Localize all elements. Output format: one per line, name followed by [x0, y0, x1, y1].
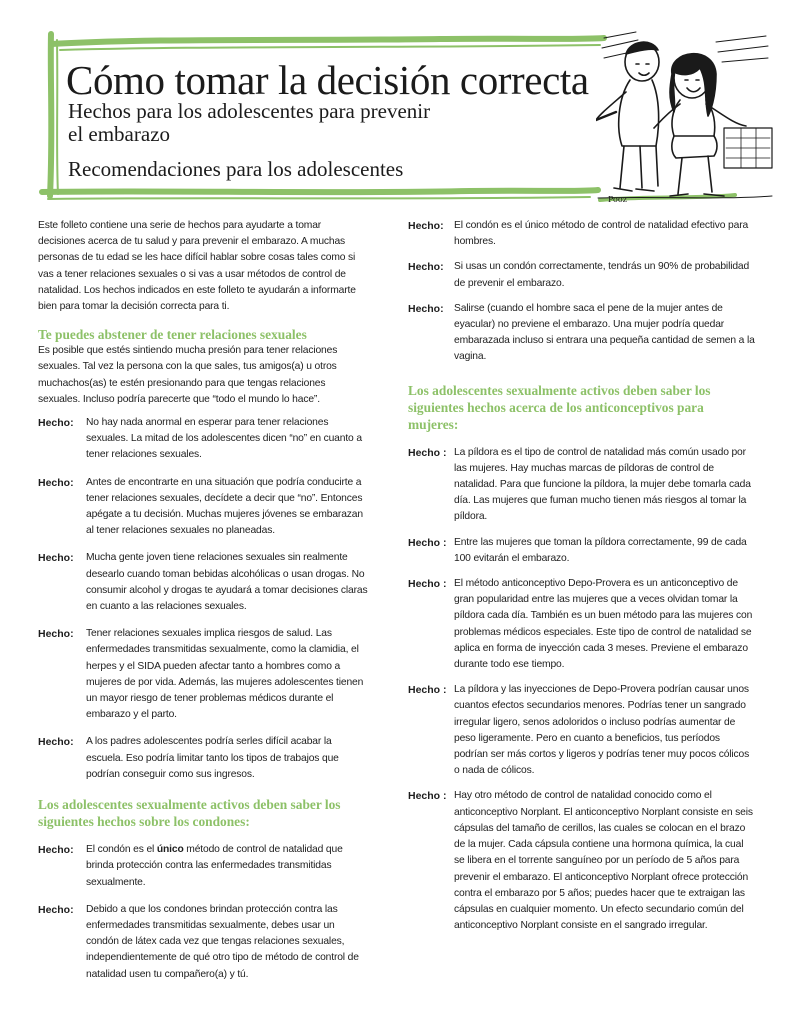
page-subtitle-recommendations: Recomendaciones para los adolescentes: [68, 157, 404, 181]
page-title: Cómo tomar la decisión correcta: [66, 57, 589, 103]
fact-text: El condón es el único método de control de natalidad que brinda protección contra las enfermedades transmitidas sexualmente.: [86, 844, 343, 888]
fact-text: Si usas un condón correctamente, tendrás un 90% de probabilidad de prevenir el embarazo.: [454, 261, 750, 289]
illustration-signature: Pooz: [608, 195, 627, 204]
fact-text: Entre las mujeres que toman la píldora correctamente, 99 de cada 100 evitarán el embarazo.: [454, 536, 747, 564]
women-heading: Los adolescentes sexualmente activos deben saber los siguientes hechos acerca de los anticonceptivos para mujeres:: [408, 382, 711, 432]
fact-text: Antes de encontrarte en una situación que podría conducirte a tener relaciones sexuales, decídete a decir que “no”. Entonces apégate a tu decisión. Muchas mujeres jóvenes se embarazan al tener relaciones sexuales no planeadas.: [86, 476, 363, 537]
fact-item: [38, 734, 368, 783]
fact-item: [38, 626, 368, 723]
fact-item: [408, 445, 756, 526]
fact-label: Hecho:: [38, 903, 74, 916]
right-column: [408, 218, 756, 934]
abstain-paragraph: Es posible que estés sintiendo mucha presión para tener relaciones sexuales. Tal vez la persona con la que sales, tus amigos(a) u otros muchachos(as) te estén presionando para que tengas relaciones sexuales. Incluso podría parecerte que “todo el mundo lo hace”.: [38, 345, 338, 405]
fact-text: A los padres adolescentes podría serles difícil acabar la escuela. Eso podría limitar tanto los tipos de trabajos que podrían conseguir como sus ingresos.: [86, 736, 339, 780]
fact-label: Hecho :: [408, 446, 447, 459]
left-column: [38, 218, 368, 983]
fact-label: Hecho:: [38, 844, 74, 857]
intro-paragraph: Este folleto contiene una serie de hechos para ayudarte a tomar decisiones acerca de tu salud y para prevenir el embarazo. A muchas personas de tu edad se les hace difícil hablar sobre cosas tales como si vas a tener relaciones sexuales o si vas a usar métodos de control de natalidad. Los hechos indicados en este folleto te ayudarán a informarte bien para tomar la decisión correcta para ti.: [38, 220, 356, 313]
fact-text: No hay nada anormal en esperar para tener relaciones sexuales. La mitad de los adolescentes dicen “no” en cuanto a tener relaciones sexuales.: [86, 417, 362, 461]
page-subtitle: Hechos para los adolescentes para prevenir el embarazo: [68, 99, 431, 146]
fact-item: [38, 902, 368, 983]
fact-label: Hecho :: [408, 578, 447, 591]
fact-label: Hecho:: [38, 552, 74, 565]
fact-item: [408, 576, 756, 673]
emphasis-unico: único: [156, 844, 184, 856]
fact-text: La píldora y las inyecciones de Depo-Provera podrían causar unos cuantos efectos secundarios menores. Podrías tener un sangrado irregular ligero, senos adoloridos o incluso podrías aumentar de peso ligeramente. Pero en cuanto a beneficios, tus períodos podrían ser más cortos y ligeros y podrías tener muy pocos cólicos o nada de cólicos.: [454, 684, 750, 777]
fact-item: [408, 259, 756, 291]
fact-label: Hecho:: [408, 220, 444, 232]
fact-item: [408, 301, 756, 366]
fact-label: Hecho:: [38, 417, 74, 430]
fact-label: Hecho:: [408, 302, 444, 315]
fact-label: Hecho:: [38, 476, 74, 489]
fact-item: [408, 788, 756, 934]
abstain-heading: Te puedes abstener de tener relaciones sexuales: [38, 327, 307, 343]
fact-text: La píldora es el tipo de control de natalidad más común usado por las mujeres. Hay muchas marcas de píldoras de control de natalidad. Para que funcione la píldora, la mujer debe tomarla cada día. Las mujeres que fuman mucho tienen más riesgos al tomar la píldora.: [454, 446, 751, 523]
fact-item: [408, 682, 756, 779]
fact-text: El método anticonceptivo Depo-Provera es un anticonceptivo de gran popularidad entre las mujeres que a veces olvidan tomar la píldora cada día. También es un buen método para las mujeres con problemas médicos especiales. Este tipo de control de natalidad se aplica en forma de inyección cada 3 meses. Previene el embarazo durante todo ese tiempo.: [454, 578, 753, 671]
fact-text: Hay otro método de control de natalidad conocido como el anticonceptivo Norplant. El anticonceptivo Norplant consiste en seis cápsulas del tamaño de cerillos, las cuales se colocan en el brazo de la mujer. Cada cápsula contiene una hormona química, la cual se libera en el torrente sanguíneo por un período de 5 años para prevenir el embarazo. El anticonceptivo Norplant ofrece protección contra el embarazo por 5 años; puedes hacer que te extraigan las cápsulas en cualquier momento. Un efecto secundario común del anticonceptivo Norplant consiste en el sangrado irregular.: [454, 790, 753, 932]
fact-label: Hecho:: [408, 261, 444, 274]
fact-label: Hecho :: [408, 684, 447, 697]
condoms-heading: Los adolescentes sexualmente activos deben saber los siguientes hechos sobre los condones:: [38, 797, 341, 830]
fact-item: [38, 475, 368, 540]
teenagers-illustration: [596, 28, 774, 206]
fact-label: Hecho :: [408, 790, 447, 803]
fact-text: Debido a que los condones brindan protección contra las enfermedades transmitidas sexualmente, debes usar un condón de látex cada vez que tengas relaciones sexuales, independientemente de qué otro tipo de método de control de natalidad usen tu compañero(a) y tú.: [86, 903, 359, 980]
fact-item: [38, 842, 368, 891]
fact-item: [408, 218, 756, 250]
fact-text: El condón es el único método de control de natalidad efectivo para hombres.: [454, 220, 749, 248]
fact-text: Salirse (cuando el hombre saca el pene de la mujer antes de eyacular) no previene el embarazo. Una mujer podría quedar embarazada incluso si entrara una pequeña cantidad de semen a la vagina.: [454, 302, 755, 363]
fact-label: Hecho:: [38, 628, 74, 641]
fact-item: [38, 550, 368, 615]
fact-text: Tener relaciones sexuales implica riesgos de salud. Las enfermedades transmitidas sexualmente, como la clamidia, el herpes y el SIDA pueden afectar tanto a hombres como a mujeres de por vida. Además, las mujeres adolescentes tienen un mayor riesgo de tener problemas médicos durante el embarazo y el parto.: [86, 628, 364, 721]
fact-label: Hecho:: [38, 736, 74, 749]
fact-label: Hecho :: [408, 536, 447, 549]
fact-item: [408, 535, 756, 567]
fact-text: Mucha gente joven tiene relaciones sexuales sin realmente desearlo cuando toman bebidas alcohólicas o usan drogas. No consumir alcohol y drogas te ayudará a tomar decisiones claras en cuanto a las relaciones sexuales.: [86, 552, 368, 613]
fact-item: [38, 415, 368, 464]
